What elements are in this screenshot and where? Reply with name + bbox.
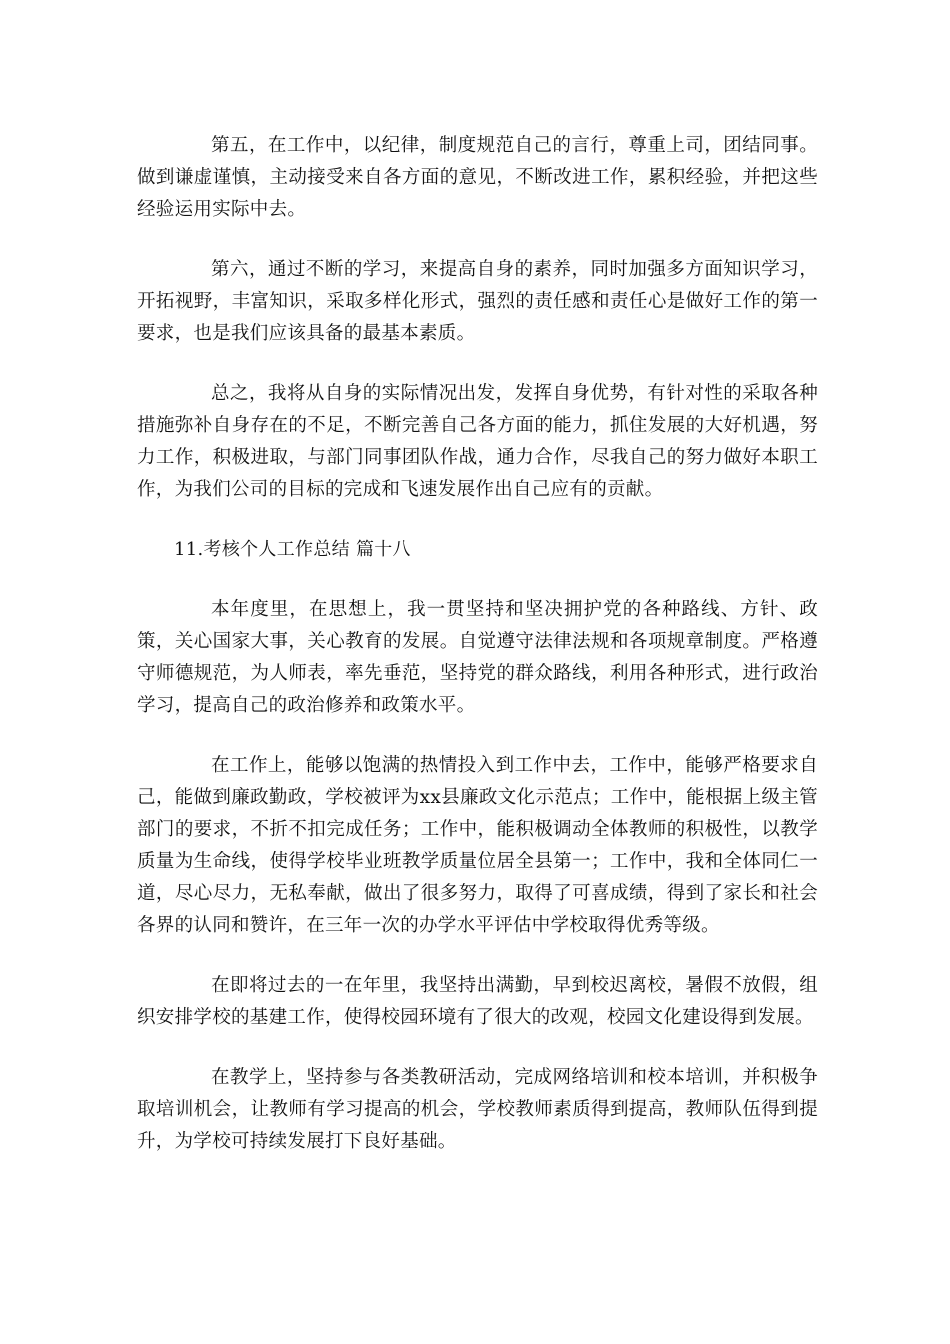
paragraph-teaching: 在教学上，坚持参与各类教研活动，完成网络培训和校本培训，并积极争取培训机会，让教师有学习提高的机会，学校教师素质得到提高，教师队伍得到提升，为学校可持续发展打下良好基础。: [137, 1067, 818, 1152]
paragraph-attendance: 在即将过去的一在年里，我坚持出满勤，早到校迟离校，暑假不放假，组织安排学校的基建工作，使得校园环境有了很大的改观，校园文化建设得到发展。: [137, 975, 818, 1028]
paragraph-ideology: 本年度里，在思想上，我一贯坚持和坚决拥护党的各种路线、方针、政策，关心国家大事，关心教育的发展。自觉遵守法律法规和各项规章制度。严格遵守师德规范，为人师表，率先垂范，坚持党的群众路线，利用各种形式，进行政治学习，提高自己的政治修养和政策水平。: [137, 599, 818, 716]
section-heading: 11.考核个人工作总结 篇十八: [174, 539, 411, 560]
paragraph-conclusion: 总之，我将从自身的实际情况出发，发挥自身优势，有针对性的采取各种措施弥补自身存在的不足，不断完善自己各方面的能力，抓住发展的大好机遇，努力工作，积极进取，与部门同事团队作战，通力合作，尽我自己的努力做好本职工作，为我们公司的目标的完成和飞速发展作出自己应有的贡献。: [137, 383, 818, 500]
paragraph-work: 在工作上，能够以饱满的热情投入到工作中去，工作中，能够严格要求自己，能做到廉政勤政，学校被评为xx县廉政文化示范点；工作中，能根据上级主管部门的要求，不折不扣完成任务；工作中，能积极调动全体教师的积极性，以教学质量为生命线，使得学校毕业班教学质量位居全县第一；工作中，我和全体同仁一道，尽心尽力，无私奉献，做出了很多努力，取得了可喜成绩，得到了家长和社会各界的认同和赞许，在三年一次的办学水平评估中学校取得优秀等级。: [137, 755, 818, 936]
paragraph-fifth: 第五，在工作中，以纪律，制度规范自己的言行，尊重上司，团结同事。做到谦虚谨慎，主动接受来自各方面的意见，不断改进工作，累积经验，并把这些经验运用实际中去。: [137, 135, 818, 220]
document-body: [137, 130, 818, 1186]
paragraph-sixth: 第六，通过不断的学习，来提高自身的素养，同时加强多方面知识学习，开拓视野，丰富知识，采取多样化形式，强烈的责任感和责任心是做好工作的第一要求，也是我们应该具备的最基本素质。: [137, 259, 818, 344]
